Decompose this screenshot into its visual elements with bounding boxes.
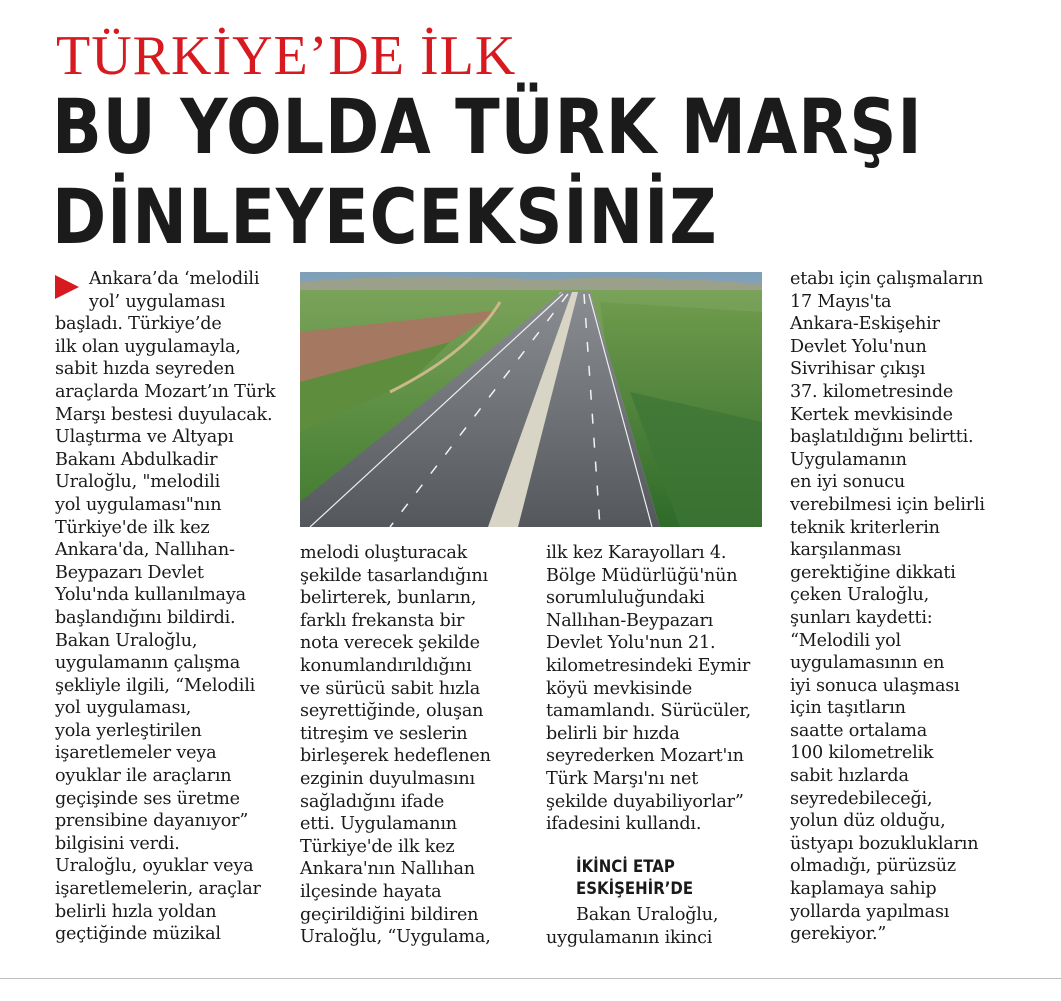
text-line: Bakanı Abdulkadir bbox=[55, 449, 218, 470]
text-line: ifadesini kullandı. bbox=[546, 814, 702, 835]
text-line: Ankara’da ‘melodili bbox=[89, 269, 260, 289]
text-line: “Melodili yol bbox=[790, 630, 901, 651]
text-line: Bakan Uraloğlu, bbox=[55, 630, 198, 651]
text-line: başladı. Türkiye’de bbox=[55, 314, 222, 335]
text-line: uygulamanın çalışma bbox=[55, 653, 241, 674]
text-line: şunları kaydetti: bbox=[790, 607, 933, 628]
text-line: yol uygulaması"nın bbox=[55, 494, 222, 515]
text-line: gerektiğine dikkati bbox=[790, 562, 956, 583]
text-line: uygulamasının en bbox=[790, 653, 945, 674]
text-line: yollarda yapılması bbox=[790, 901, 950, 922]
text-line: Ankara'da, Nallıhan- bbox=[55, 540, 235, 561]
text-line: gerekiyor.” bbox=[790, 924, 887, 945]
text-line: üstyapı bozuklukların bbox=[790, 833, 979, 854]
text-line: köyü mevkisinde bbox=[546, 678, 693, 699]
text-line: yol uygulaması, bbox=[55, 698, 192, 719]
text-line: araçlarda Mozart’ın Türk bbox=[55, 381, 276, 402]
text-line: Marşı bestesi duyulacak. bbox=[55, 404, 273, 425]
text-line: Nallıhan-Beypazarı bbox=[546, 610, 714, 631]
text-line: şekilde tasarlandığını bbox=[300, 565, 488, 586]
text-line: Bölge Müdürlüğü'nün bbox=[546, 565, 738, 586]
text-line: 100 kilometrelik bbox=[790, 743, 934, 764]
text-line: işaretlemeler veya bbox=[55, 743, 217, 764]
text-line: prensibine dayanıyor” bbox=[55, 811, 249, 832]
text-line: belirli hızla yoldan bbox=[55, 901, 217, 922]
subhead-line-2: ESKİŞEHİR’DE bbox=[576, 879, 694, 899]
text-line: seyredebileceği, bbox=[790, 788, 933, 809]
text-line: en iyi sonucu bbox=[790, 472, 905, 493]
text-line: Ankara'nın Nallıhan bbox=[300, 859, 475, 880]
text-line: geçişinde ses üretme bbox=[55, 788, 240, 809]
text-line: tamamlandı. Sürücüler, bbox=[546, 701, 751, 722]
text-line: Uraloğlu, oyuklar veya bbox=[55, 856, 254, 877]
text-line: seyrettiğinde, oluşan bbox=[300, 701, 484, 722]
text-line: başlandığını bildirdi. bbox=[55, 607, 236, 628]
text-line: yolun düz olduğu, bbox=[790, 811, 946, 832]
text-line: işaretlemelerin, araçlar bbox=[55, 879, 261, 900]
text-line: için taşıtların bbox=[790, 698, 906, 719]
subhead bbox=[576, 856, 693, 900]
text-line: melodi oluşturacak bbox=[300, 543, 468, 563]
text-line: Ankara-Eskişehir bbox=[790, 314, 940, 335]
text-line: yola yerleştirilen bbox=[55, 720, 202, 741]
column-1 bbox=[55, 268, 275, 946]
text-line: ilçesinde hayata bbox=[300, 881, 442, 902]
column-4 bbox=[790, 268, 985, 946]
text-line: Yolu'nda kullanılmaya bbox=[55, 585, 246, 606]
text-line: çeken Uraloğlu, bbox=[790, 585, 930, 606]
text-line: sabit hızda seyreden bbox=[55, 359, 235, 380]
text-line: Türkiye'de ilk kez bbox=[55, 517, 210, 538]
text-line: bilgisini verdi. bbox=[55, 833, 180, 854]
headline: BU YOLDA TÜRK MARŞI DİNLEYECEKSİNİZ bbox=[52, 82, 923, 261]
text-line: sabit hızlarda bbox=[790, 766, 909, 787]
text-line: Sivrihisar çıkışı bbox=[790, 359, 926, 380]
bottom-rule bbox=[0, 978, 1061, 979]
text-line: etti. Uygulamanın bbox=[300, 814, 457, 835]
column-3-continued bbox=[546, 904, 718, 949]
text-line: Türkiye'de ilk kez bbox=[300, 836, 455, 857]
column-3 bbox=[546, 542, 751, 836]
text-line: farklı frekansta bir bbox=[300, 610, 465, 631]
text-line: ilk olan uygulamayla, bbox=[55, 336, 241, 357]
text-line: Devlet Yolu'nun 21. bbox=[546, 633, 716, 654]
column-2 bbox=[300, 542, 491, 949]
text-line: şekilde duyabiliyorlar” bbox=[546, 791, 744, 812]
text-line: ezginin duyulmasını bbox=[300, 768, 475, 789]
text-line: uygulamanın ikinci bbox=[546, 927, 713, 948]
text-line: şekliyle ilgili, “Melodili bbox=[55, 675, 256, 696]
text-line: Devlet Yolu'nun bbox=[790, 336, 927, 357]
text-line: seyrederken Mozart'ın bbox=[546, 746, 744, 767]
text-line: başlatıldığını belirtti. bbox=[790, 427, 974, 448]
text-line: Uygulamanın bbox=[790, 449, 907, 470]
text-line: Uraloğlu, "melodili bbox=[55, 472, 221, 493]
text-line: kilometresindeki Eymir bbox=[546, 655, 751, 676]
text-line: 17 Mayıs'ta bbox=[790, 291, 892, 312]
text-line: belirli bir hızda bbox=[546, 723, 680, 744]
text-line: Türk Marşı'nı net bbox=[546, 768, 699, 789]
text-line: saatte ortalama bbox=[790, 720, 928, 741]
text-line: oyuklar ile araçların bbox=[55, 766, 232, 787]
kicker: TÜRKİYE’DE İLK bbox=[56, 25, 517, 87]
text-line: kaplamaya sahip bbox=[790, 879, 937, 900]
text-line: yol’ uygulaması bbox=[89, 291, 226, 312]
text-line: 37. kilometresinde bbox=[790, 381, 954, 402]
text-line: konumlandırıldığını bbox=[300, 655, 472, 676]
text-line: birleşerek hedeflenen bbox=[300, 746, 491, 767]
text-line: iyi sonuca ulaşması bbox=[790, 675, 960, 696]
text-line: geçtiğinde müzikal bbox=[55, 924, 221, 945]
text-line: titreşim ve seslerin bbox=[300, 723, 468, 744]
text-line: ve sürücü sabit hızla bbox=[300, 678, 481, 699]
highway-photo bbox=[300, 272, 762, 527]
text-line: karşılanması bbox=[790, 540, 902, 561]
text-line: ilk kez Karayolları 4. bbox=[546, 543, 727, 563]
text-line: Bakan Uraloğlu, bbox=[576, 905, 719, 925]
text-line: Kertek mevkisinde bbox=[790, 404, 953, 425]
text-line: sorumluluğundaki bbox=[546, 588, 705, 609]
text-line: Ulaştırma ve Altyapı bbox=[55, 427, 234, 448]
text-line: etabı için çalışmaların bbox=[790, 269, 984, 289]
text-line: belirterek, bunların, bbox=[300, 588, 477, 609]
text-line: Uraloğlu, “Uygulama, bbox=[300, 927, 491, 948]
text-line: verebilmesi için belirli bbox=[790, 494, 985, 515]
subhead-line-1: İKİNCİ ETAP bbox=[576, 857, 675, 877]
text-line: Beypazarı Devlet bbox=[55, 562, 204, 583]
text-line: geçirildiğini bildiren bbox=[300, 904, 479, 925]
text-line: teknik kriterlerin bbox=[790, 517, 940, 538]
text-line: nota verecek şekilde bbox=[300, 633, 480, 654]
text-line: olmadığı, pürüzsüz bbox=[790, 856, 956, 877]
text-line: sağladığını ifade bbox=[300, 791, 445, 812]
